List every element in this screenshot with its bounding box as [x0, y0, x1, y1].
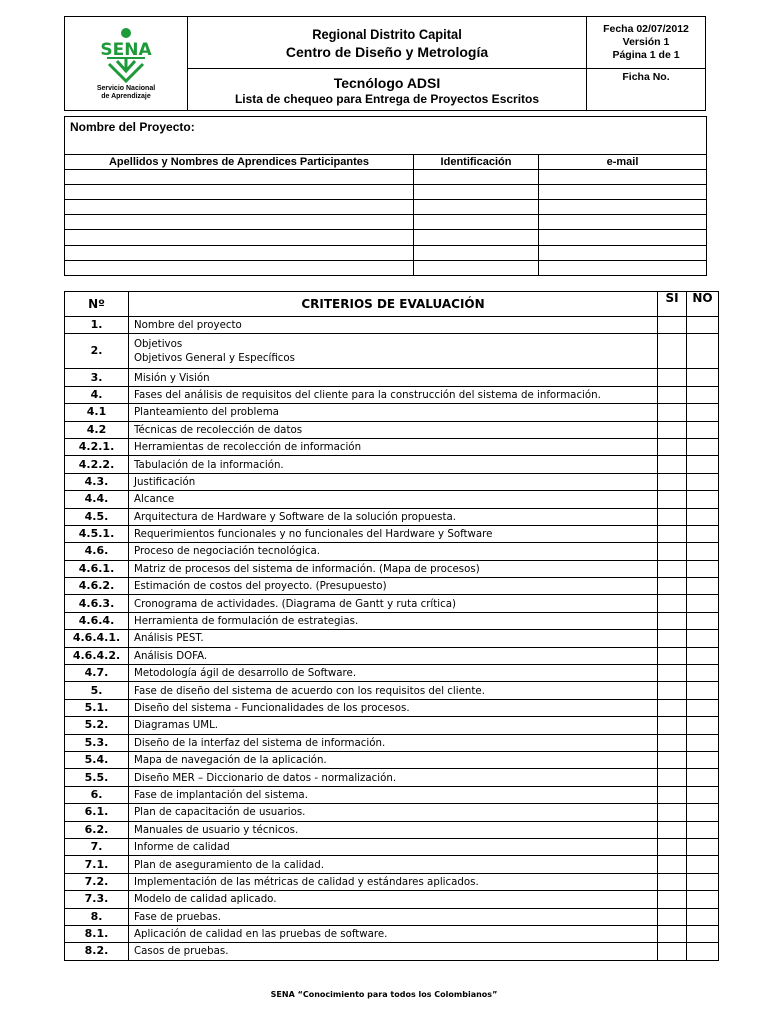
criteria-text-line: Objetivos: [134, 337, 183, 351]
fecha-label: Fecha 02/07/2012: [603, 23, 689, 35]
criteria-text-line: Diagramas UML.: [134, 718, 219, 732]
participant-row[interactable]: [65, 184, 707, 199]
criteria-text-line: Implementación de las métricas de calidad y estándares aplicados.: [134, 874, 479, 888]
participant-email-cell[interactable]: [539, 169, 707, 184]
criteria-row: [65, 438, 719, 455]
no-checkbox-cell[interactable]: [687, 595, 719, 612]
criteria-number: 4.6.4.: [65, 612, 129, 629]
criteria-text: [129, 386, 658, 403]
criteria-text: [129, 630, 658, 647]
criteria-row: [65, 838, 719, 855]
criteria-text: [129, 856, 658, 873]
criteria-text-line: Diseño MER – Diccionario de datos - normalización.: [134, 770, 397, 784]
criteria-text: [129, 751, 658, 768]
criteria-row: [65, 369, 719, 386]
criteria-text-line: Cronograma de actividades. (Diagrama de Gantt y ruta crítica): [134, 596, 457, 610]
criteria-row: [65, 665, 719, 682]
criteria-row: [65, 856, 719, 873]
criteria-text-line: Manuales de usuario y técnicos.: [134, 822, 299, 836]
participant-email-cell[interactable]: [539, 245, 707, 260]
header-title-cell: [188, 17, 587, 69]
si-checkbox-cell[interactable]: [658, 508, 687, 525]
criteria-text-line: Misión y Visión: [134, 370, 210, 384]
no-checkbox-cell[interactable]: [687, 508, 719, 525]
regional-title: Regional Distrito Capital: [312, 25, 462, 42]
no-checkbox-cell[interactable]: [687, 369, 719, 386]
col-header-id: Identificación: [414, 155, 539, 169]
criteria-text-line: Fase de diseño del sistema de acuerdo con los requisitos del cliente.: [134, 683, 485, 697]
criteria-text: [129, 891, 658, 908]
criteria-row: [65, 456, 719, 473]
no-checkbox-cell[interactable]: [687, 943, 719, 960]
participant-id-cell[interactable]: [414, 215, 539, 230]
criteria-text-line-2: Objetivos General y Específicos: [134, 351, 296, 365]
col-header-number: Nº: [65, 292, 129, 317]
si-checkbox-cell[interactable]: [658, 856, 687, 873]
participant-name-cell[interactable]: [65, 230, 414, 245]
criteria-row: [65, 473, 719, 490]
criteria-number: 4.5.: [65, 508, 129, 525]
participant-rows: [65, 169, 707, 275]
logo-caption-1: Servicio Nacional: [96, 84, 156, 92]
no-checkbox-cell[interactable]: [687, 838, 719, 855]
si-checkbox-cell[interactable]: [658, 838, 687, 855]
criteria-text: [129, 317, 658, 334]
no-checkbox-cell[interactable]: [687, 612, 719, 629]
criteria-number: 5.3.: [65, 734, 129, 751]
criteria-text-line: Plan de aseguramiento de la calidad.: [134, 857, 324, 871]
no-checkbox-cell[interactable]: [687, 925, 719, 942]
criteria-text: [129, 456, 658, 473]
participant-id-cell[interactable]: [414, 245, 539, 260]
criteria-text: [129, 682, 658, 699]
si-checkbox-cell[interactable]: [658, 891, 687, 908]
criteria-number: 6.1.: [65, 804, 129, 821]
criteria-text-line: Fases del análisis de requisitos del cliente para la construcción del sistema de información.: [134, 387, 601, 401]
criteria-number: 8.1.: [65, 925, 129, 942]
participant-id-cell[interactable]: [414, 260, 539, 275]
criteria-text: [129, 665, 658, 682]
criteria-number: 4.: [65, 386, 129, 403]
criteria-number: 5.2.: [65, 717, 129, 734]
criteria-text: [129, 838, 658, 855]
criteria-row: [65, 543, 719, 560]
project-name-field[interactable]: Nombre del Proyecto:: [65, 117, 707, 155]
si-checkbox-cell[interactable]: [658, 873, 687, 890]
criteria-text: [129, 943, 658, 960]
si-checkbox-cell[interactable]: [658, 404, 687, 421]
criteria-number: 8.2.: [65, 943, 129, 960]
no-checkbox-cell[interactable]: [687, 769, 719, 786]
criteria-text: [129, 369, 658, 386]
criteria-number: 4.6.: [65, 543, 129, 560]
program-title: Tecnólogo ADSI: [333, 74, 441, 91]
criteria-text-line: Herramientas de recolección de información: [134, 440, 362, 454]
no-checkbox-cell[interactable]: [687, 786, 719, 803]
criteria-row: [65, 647, 719, 664]
si-checkbox-cell[interactable]: [658, 734, 687, 751]
participant-row[interactable]: [65, 230, 707, 245]
si-checkbox-cell[interactable]: [658, 630, 687, 647]
si-checkbox-cell[interactable]: [658, 682, 687, 699]
footer-slogan: SENA “Conocimiento para todos los Colombianos”: [270, 990, 498, 999]
no-checkbox-cell[interactable]: [687, 578, 719, 595]
criteria-text: [129, 578, 658, 595]
criteria-row: [65, 491, 719, 508]
col-header-email: e-mail: [539, 155, 707, 169]
no-checkbox-cell[interactable]: [687, 682, 719, 699]
criteria-text-line: Fase de pruebas.: [134, 909, 221, 923]
no-checkbox-cell[interactable]: [687, 821, 719, 838]
criteria-row: [65, 804, 719, 821]
no-checkbox-cell[interactable]: [687, 491, 719, 508]
criteria-row: [65, 578, 719, 595]
col-header-si: SI: [658, 292, 687, 317]
criteria-text-line: Requerimientos funcionales y no funcionales del Hardware y Software: [134, 527, 493, 541]
no-checkbox-cell[interactable]: [687, 699, 719, 716]
participant-name-cell[interactable]: [65, 184, 414, 199]
criteria-text-line: Tabulación de la información.: [134, 457, 284, 471]
criteria-text: [129, 821, 658, 838]
si-checkbox-cell[interactable]: [658, 386, 687, 403]
participant-email-cell[interactable]: [539, 184, 707, 199]
si-checkbox-cell[interactable]: [658, 699, 687, 716]
no-checkbox-cell[interactable]: [687, 473, 719, 490]
si-checkbox-cell[interactable]: [658, 804, 687, 821]
si-checkbox-cell[interactable]: [658, 438, 687, 455]
criteria-text: [129, 699, 658, 716]
criteria-row: [65, 873, 719, 890]
criteria-number: 7.2.: [65, 873, 129, 890]
criteria-number: 5.: [65, 682, 129, 699]
criteria-number: 1.: [65, 317, 129, 334]
participant-id-cell[interactable]: [414, 230, 539, 245]
criteria-text: [129, 473, 658, 490]
criteria-text: [129, 612, 658, 629]
participant-id-cell[interactable]: [414, 200, 539, 215]
si-checkbox-cell[interactable]: [658, 612, 687, 629]
criteria-text-line: Análisis PEST.: [134, 631, 204, 645]
center-title: Centro de Diseño y Metrología: [285, 43, 489, 60]
criteria-number: 6.2.: [65, 821, 129, 838]
no-checkbox-cell[interactable]: [687, 717, 719, 734]
criteria-row: [65, 334, 719, 369]
ficha-cell: [587, 69, 706, 111]
criteria-row: [65, 404, 719, 421]
criteria-text: [129, 786, 658, 803]
criteria-row: [65, 612, 719, 629]
criteria-number: 2.: [65, 334, 129, 369]
participant-row[interactable]: [65, 260, 707, 275]
sena-logo: [65, 27, 187, 101]
criteria-number: 5.4.: [65, 751, 129, 768]
criteria-row: [65, 682, 719, 699]
criteria-text-line: Modelo de calidad aplicado.: [134, 892, 277, 906]
participant-id-cell[interactable]: [414, 184, 539, 199]
criteria-row: [65, 560, 719, 577]
criteria-row: [65, 317, 719, 334]
no-checkbox-cell[interactable]: [687, 525, 719, 542]
criteria-rows: [65, 317, 719, 961]
criteria-number: 6.: [65, 786, 129, 803]
participant-id-cell[interactable]: [414, 169, 539, 184]
no-checkbox-cell[interactable]: [687, 734, 719, 751]
document-header: [64, 16, 706, 111]
criteria-number: 4.5.1.: [65, 525, 129, 542]
participant-row[interactable]: [65, 215, 707, 230]
criteria-text: [129, 647, 658, 664]
criteria-text: [129, 508, 658, 525]
ficha-label: Ficha No.: [622, 71, 670, 83]
criteria-text-line: Justificación: [134, 474, 196, 488]
criteria-row: [65, 786, 719, 803]
criteria-number: 4.1: [65, 404, 129, 421]
criteria-text-line: Análisis DOFA.: [134, 648, 208, 662]
si-checkbox-cell[interactable]: [658, 560, 687, 577]
no-checkbox-cell[interactable]: [687, 543, 719, 560]
logo-caption-2: de Aprendizaje: [101, 92, 151, 100]
header-meta-cell: [587, 17, 706, 69]
no-checkbox-cell[interactable]: [687, 891, 719, 908]
si-checkbox-cell[interactable]: [658, 578, 687, 595]
criteria-text: [129, 334, 658, 369]
criteria-text-line: Herramienta de formulación de estrategias.: [134, 614, 359, 628]
sena-logo-icon: [95, 27, 157, 85]
criteria-text-line: Plan de capacitación de usuarios.: [134, 805, 306, 819]
criteria-row: [65, 630, 719, 647]
si-checkbox-cell[interactable]: [658, 543, 687, 560]
participant-email-cell[interactable]: [539, 200, 707, 215]
no-checkbox-cell[interactable]: [687, 804, 719, 821]
si-checkbox-cell[interactable]: [658, 821, 687, 838]
version-label: Versión 1: [622, 36, 670, 48]
criteria-number: 8.: [65, 908, 129, 925]
participant-email-cell[interactable]: [539, 260, 707, 275]
criteria-text: [129, 804, 658, 821]
no-checkbox-cell[interactable]: [687, 421, 719, 438]
criteria-number: 4.2: [65, 421, 129, 438]
no-checkbox-cell[interactable]: [687, 334, 719, 369]
criteria-text: [129, 560, 658, 577]
si-checkbox-cell[interactable]: [658, 665, 687, 682]
si-checkbox-cell[interactable]: [658, 595, 687, 612]
no-checkbox-cell[interactable]: [687, 630, 719, 647]
no-checkbox-cell[interactable]: [687, 856, 719, 873]
participant-name-cell[interactable]: [65, 260, 414, 275]
col-header-criteria: CRITERIOS DE EVALUACIÓN: [129, 292, 658, 317]
criteria-row: [65, 525, 719, 542]
si-checkbox-cell[interactable]: [658, 456, 687, 473]
no-checkbox-cell[interactable]: [687, 873, 719, 890]
participant-email-cell[interactable]: [539, 215, 707, 230]
participant-name-cell[interactable]: [65, 200, 414, 215]
criteria-number: 4.6.4.2.: [65, 647, 129, 664]
criteria-number: 7.3.: [65, 891, 129, 908]
no-checkbox-cell[interactable]: [687, 317, 719, 334]
logo-cell: [65, 17, 188, 111]
si-checkbox-cell[interactable]: [658, 717, 687, 734]
criteria-text-line: Diseño del sistema - Funcionalidades de los procesos.: [134, 701, 410, 714]
si-checkbox-cell[interactable]: [658, 647, 687, 664]
no-checkbox-cell[interactable]: [687, 386, 719, 403]
participant-name-cell[interactable]: [65, 215, 414, 230]
doc-title: Lista de chequeo para Entrega de Proyectos Escritos: [234, 91, 540, 106]
criteria-text: [129, 925, 658, 942]
participants-table: [64, 116, 707, 276]
criteria-text: [129, 595, 658, 612]
criteria-text-line: Fase de implantación del sistema.: [134, 787, 308, 801]
no-checkbox-cell[interactable]: [687, 456, 719, 473]
criteria-text: [129, 438, 658, 455]
criteria-text: [129, 491, 658, 508]
si-checkbox-cell[interactable]: [658, 491, 687, 508]
pagina-label: Página 1 de 1: [612, 49, 680, 61]
si-checkbox-cell[interactable]: [658, 369, 687, 386]
criteria-text: [129, 421, 658, 438]
criteria-number: 4.6.1.: [65, 560, 129, 577]
criteria-number: 4.6.2.: [65, 578, 129, 595]
no-checkbox-cell[interactable]: [687, 665, 719, 682]
criteria-table: [64, 291, 719, 961]
si-checkbox-cell[interactable]: [658, 473, 687, 490]
criteria-number: 5.5.: [65, 769, 129, 786]
si-checkbox-cell[interactable]: [658, 769, 687, 786]
criteria-row: [65, 769, 719, 786]
si-checkbox-cell[interactable]: [658, 421, 687, 438]
no-checkbox-cell[interactable]: [687, 404, 719, 421]
criteria-text-line: Planteamiento del problema: [134, 405, 279, 419]
criteria-text: [129, 908, 658, 925]
no-checkbox-cell[interactable]: [687, 647, 719, 664]
criteria-row: [65, 717, 719, 734]
criteria-row: [65, 751, 719, 768]
criteria-number: 3.: [65, 369, 129, 386]
criteria-row: [65, 891, 719, 908]
criteria-number: 4.4.: [65, 491, 129, 508]
participant-name-cell[interactable]: [65, 245, 414, 260]
criteria-number: 4.3.: [65, 473, 129, 490]
si-checkbox-cell[interactable]: [658, 943, 687, 960]
criteria-number: 7.: [65, 838, 129, 855]
criteria-text-line: Matriz de procesos del sistema de información. (Mapa de procesos): [134, 561, 480, 575]
no-checkbox-cell[interactable]: [687, 908, 719, 925]
criteria-number: 4.7.: [65, 665, 129, 682]
si-checkbox-cell[interactable]: [658, 525, 687, 542]
criteria-row: [65, 699, 719, 716]
si-checkbox-cell[interactable]: [658, 334, 687, 369]
si-checkbox-cell[interactable]: [658, 786, 687, 803]
criteria-row: [65, 925, 719, 942]
criteria-row: [65, 595, 719, 612]
header-program-cell: [188, 69, 587, 111]
col-header-no: NO: [687, 292, 719, 317]
criteria-text: [129, 873, 658, 890]
criteria-number: 4.6.3.: [65, 595, 129, 612]
criteria-text: [129, 404, 658, 421]
no-checkbox-cell[interactable]: [687, 751, 719, 768]
criteria-number: 4.6.4.1.: [65, 630, 129, 647]
criteria-text: [129, 543, 658, 560]
criteria-number: 7.1.: [65, 856, 129, 873]
participant-row[interactable]: [65, 169, 707, 184]
criteria-text-line: Alcance: [134, 492, 175, 506]
criteria-text: [129, 717, 658, 734]
criteria-row: [65, 943, 719, 960]
criteria-text-line: Casos de pruebas.: [134, 944, 229, 958]
criteria-text: [129, 769, 658, 786]
criteria-row: [65, 386, 719, 403]
participant-row[interactable]: [65, 245, 707, 260]
criteria-row: [65, 734, 719, 751]
criteria-text-line: Proceso de negociación tecnológica.: [134, 544, 321, 558]
criteria-number: 4.2.1.: [65, 438, 129, 455]
si-checkbox-cell[interactable]: [658, 751, 687, 768]
svg-text:SENA: SENA: [100, 39, 152, 60]
criteria-text: [129, 525, 658, 542]
no-checkbox-cell[interactable]: [687, 438, 719, 455]
participant-email-cell[interactable]: [539, 230, 707, 245]
criteria-text-line: Técnicas de recolección de datos: [134, 422, 303, 436]
criteria-text-line: Diseño de la interfaz del sistema de información.: [134, 735, 386, 749]
criteria-text-line: Nombre del proyecto: [134, 318, 242, 332]
participant-name-cell[interactable]: [65, 169, 414, 184]
criteria-text-line: Mapa de navegación de la aplicación.: [134, 753, 327, 767]
criteria-number: 5.1.: [65, 699, 129, 716]
criteria-text-line: Informe de calidad: [134, 840, 230, 854]
participant-row[interactable]: [65, 200, 707, 215]
criteria-row: [65, 421, 719, 438]
criteria-text-line: Metodología ágil de desarrollo de Software.: [134, 666, 357, 680]
criteria-text-line: Estimación de costos del proyecto. (Presupuesto): [134, 579, 387, 593]
criteria-row: [65, 908, 719, 925]
col-header-names: Apellidos y Nombres de Aprendices Participantes: [65, 155, 414, 169]
si-checkbox-cell[interactable]: [658, 908, 687, 925]
criteria-text-line: Arquitectura de Hardware y Software de la solución propuesta.: [134, 509, 456, 523]
criteria-text-line: Aplicación de calidad en las pruebas de software.: [134, 927, 388, 941]
no-checkbox-cell[interactable]: [687, 560, 719, 577]
si-checkbox-cell[interactable]: [658, 925, 687, 942]
criteria-row: [65, 821, 719, 838]
criteria-number: 4.2.2.: [65, 456, 129, 473]
criteria-row: [65, 508, 719, 525]
criteria-text: [129, 734, 658, 751]
si-checkbox-cell[interactable]: [658, 317, 687, 334]
